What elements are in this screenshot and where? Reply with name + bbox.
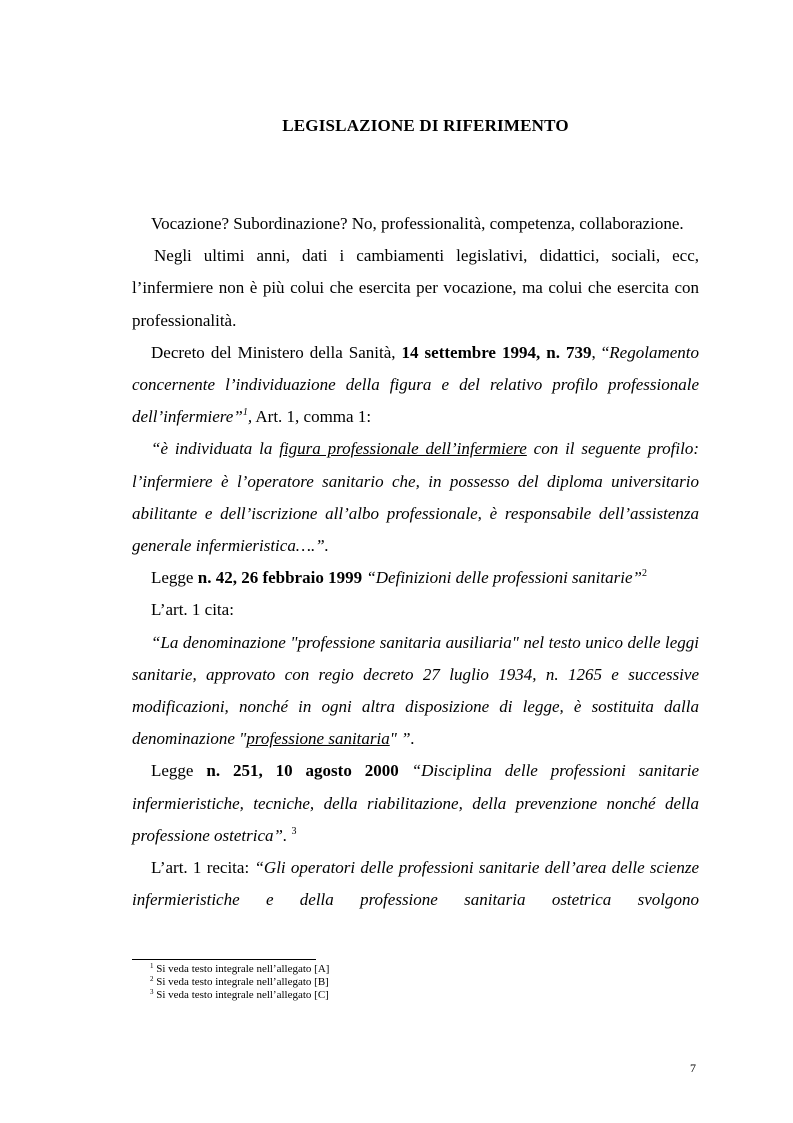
quote-start: “Gli operatori delle professioni sanitarie dell’area delle scienze infermieristiche e della professione sanitaria ostetrica svolgono	[132, 858, 699, 910]
paragraph-art1-cita: L’art. 1 cita:	[151, 600, 234, 620]
paragraph-law-251	[132, 755, 699, 852]
text: " ”.	[389, 729, 415, 749]
text: ”	[233, 407, 243, 427]
footnotes	[150, 963, 329, 1002]
text: “è individuata la	[151, 439, 273, 459]
footnote-separator	[132, 959, 316, 960]
footnote-text: Si veda testo integrale nell’allegato [B]	[156, 976, 329, 988]
footnote	[150, 976, 329, 989]
footnote-ref-number: 1	[242, 407, 248, 419]
text: L’art. 1 recita:	[151, 858, 250, 878]
body-text	[132, 208, 699, 916]
quote-profile	[132, 433, 699, 562]
law-title: “Disciplina delle professioni sanitarie infermieristiche, tecniche, della riabilitazione, della prevenzione nonché della professione ostetrica”.	[132, 761, 700, 845]
paragraph-context: Negli ultimi anni, dati i cambiamenti legislativi, didattici, sociali, ecc, l’infermiere non è più colui che esercita per vocazione, ma colui che esercita con professionalità.	[132, 246, 699, 330]
underline: professione sanitaria	[246, 729, 390, 749]
quote-denominazione	[132, 627, 699, 756]
footnote	[150, 963, 329, 976]
text: , “	[591, 342, 610, 362]
decree-date: 14 settembre 1994, n. 739	[401, 342, 592, 362]
paragraph-decree-739	[132, 337, 699, 434]
text: con il seguente profilo: l’infermiere è l’operatore sanitario che, in possesso del diploma universitario abilitante e dell’iscrizione all’albo professionale, è responsabile dell’assistenza generale infermieristica….”.	[132, 439, 700, 556]
underline: figura professionale dell’infermiere	[279, 439, 527, 459]
footnote-number: 3	[150, 988, 154, 996]
text: Legge	[151, 761, 194, 781]
text: “La denominazione "professione sanitaria ausiliaria" nel testo unico delle leggi sanitarie, approvato con regio decreto 27 luglio 1934, n. 1265 e successive modificazioni, nonché in ogni altra disposizione di legge, è sostituita dalla denominazione "	[132, 632, 699, 749]
law-date: n. 251, 10 agosto 2000	[206, 761, 399, 781]
page-title: LEGISLAZIONE DI RIFERIMENTO	[282, 116, 569, 135]
footnote-number: 2	[150, 975, 154, 983]
text: Decreto del Ministero della Sanità,	[151, 342, 396, 362]
law-date: n. 42, 26 febbraio 1999	[197, 568, 363, 588]
decree-title: Regolamento concernente l’individuazione della figura e del relativo profilo professionale dell’infermiere	[132, 342, 699, 427]
paragraph-art1-recita	[132, 852, 699, 916]
footnote-ref-3: 3	[291, 825, 297, 837]
text: Legge	[151, 568, 194, 588]
paragraph-law-42	[132, 562, 699, 594]
text: Art. 1, comma 1:	[252, 407, 372, 427]
paragraph-intro: Vocazione? Subordinazione? No, professionalità, competenza, collaborazione.	[151, 214, 684, 233]
footnote-text: Si veda testo integrale nell’allegato [C]	[156, 989, 329, 1001]
underlined-term	[279, 439, 527, 458]
page-number: 7	[690, 1061, 696, 1075]
footnote-ref-2: 2	[641, 568, 647, 580]
footnote-text: Si veda testo integrale nell’allegato [A]	[156, 963, 330, 975]
law-title: “Definizioni delle professioni sanitarie”	[366, 568, 642, 588]
footnote-number: 1	[150, 962, 154, 970]
underlined-term	[246, 729, 389, 748]
text: ,	[247, 407, 253, 427]
footnote	[150, 989, 329, 1002]
